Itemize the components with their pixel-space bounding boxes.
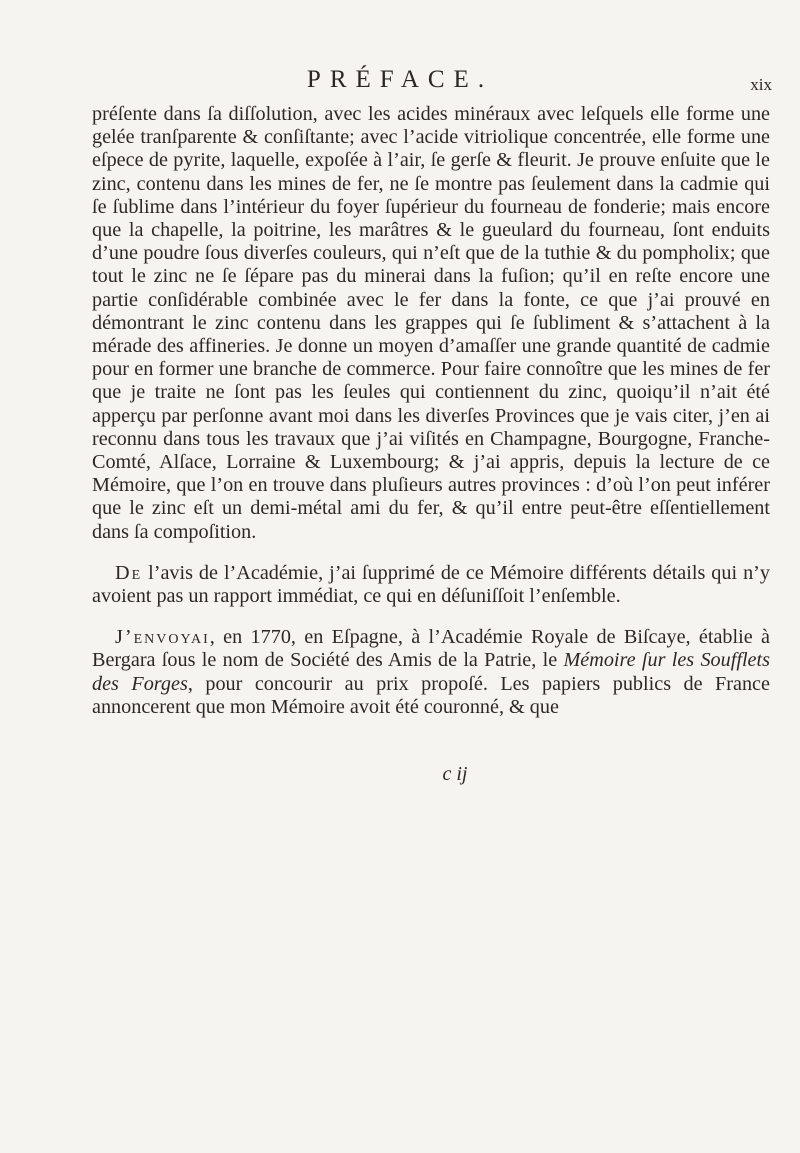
paragraph-zinc-analysis: préſente dans ſa diſſolution, avec les acides minéraux avec leſquels elle forme une gelée tranſparente & conſiſtante; avec l’acide vitriolique concentrée, elle forme une eſpece de pyrite, laquelle, expoſée à l’air, ſe gerſe & fleurit. Je prouve enſuite que le zinc, contenu dans les mines de fer, ne ſe montre pas ſeulement dans la cadmie qui ſe ſublime dans l’intérieur du foyer ſupérieur du fourneau de fonderie; mais encore que la chapelle, la poitrine, les marâtres & le gueulard du fourneau, ſont enduits d’une poudre ſous diverſes couleurs, qui n’eſt que de la tuthie & du pompholix; que tout le zinc ne ſe ſépare pas du minerai dans la fuſion; qu’il en reſte encore une partie conſidérable combinée avec le fer dans la fonte, ce que j’ai prouvé en démontrant le zinc contenu dans les grappes qui ſe ſubliment & s’attachent à la mérade des affineries. Je donne un moyen d’amaſſer une grande quantité de cadmie pour en former une branche de commerce. Pour faire connoître que les mines de fer que je traite ne ſont pas les ſeules qui contiennent du zinc, quoiqu’il n’ait été apperçu par perſonne avant moi dans les diverſes Provinces que je vais citer, j’en ai reconnu dans tous les travaux que j’ai viſités en Champagne, Bourgogne, Franche-Comté, Alſace, Lorraine & Luxembourg; & j’ai appris, depuis la lecture de ce Mémoire, que l’on en trouve dans pluſieurs autres provinces : d’où l’on peut inférer que le zinc eſt un demi-métal ami du fer, & qu’il entre peut-être eſſentiellement dans ſa compoſition. [92,103,770,543]
signature-mark: c ij [442,763,468,785]
memoir-title: Mémoire ſur les Soufflets des Forges [92,649,770,695]
paragraph-text: l’avis de l’Académie, j’ai ſupprimé de ce Mémoire différents détails qui n’y avoient pas un rapport immédiat, ce qui en déſuniſſoit l’enſemble. [92,561,770,608]
paragraph-academy-opinion [92,562,770,608]
paragraph-spain-submission [92,626,770,719]
paragraph-lead: De [115,561,143,584]
paragraph-lead: J’envoyai [115,626,210,649]
running-title: PRÉFACE. [306,66,494,93]
paragraph-text: , en 1770, en Eſpagne, à l’Académie Royale de Biſcaye, établie à Bergara ſous le nom de Société des Amis de la Patrie, le [92,626,770,672]
running-head [0,66,800,100]
page-number: xix [750,75,772,94]
paragraph-text: , pour concourir au prix propoſé. Les papiers publics de France annoncerent que mon Mémoire avoit été couronné, & que [92,672,770,718]
body-text [92,103,770,719]
